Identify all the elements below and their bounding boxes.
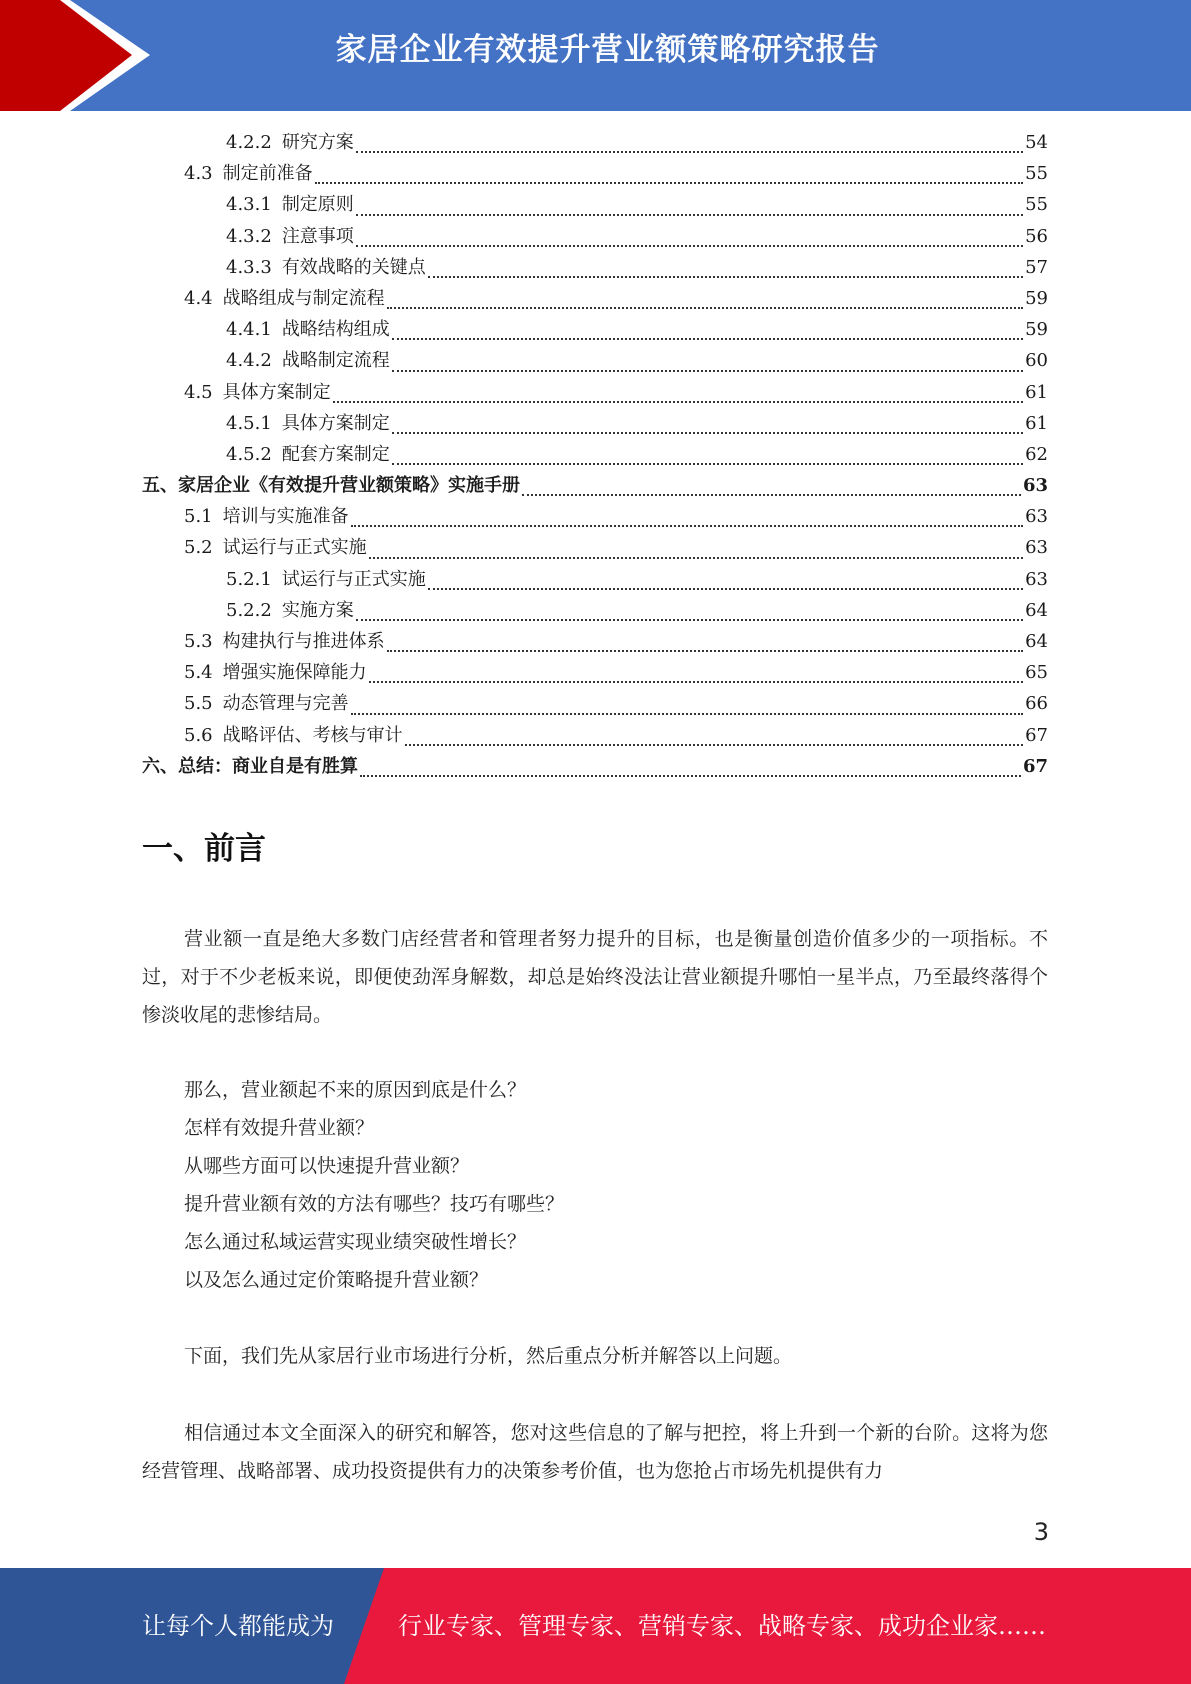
toc-leader-dots	[392, 338, 1023, 340]
toc-entry-number: 5.6	[184, 724, 213, 746]
table-of-contents	[142, 128, 1048, 783]
toc-leader-dots	[392, 463, 1023, 465]
toc-entry-page: 63	[1025, 568, 1048, 590]
toc-entry-title: 有效战略的关键点	[281, 256, 426, 278]
toc-entry[interactable]	[142, 253, 1048, 284]
toc-entry-title: 研究方案	[281, 132, 354, 153]
toc-entry-title: 具体方案制定	[222, 381, 331, 403]
toc-entry-title: 培训与实施准备	[222, 506, 349, 528]
toc-entry-number: 4.3.3	[226, 256, 272, 278]
toc-entry-title: 试运行与正式实施	[281, 568, 426, 590]
toc-entry-title: 动态管理与完善	[222, 693, 349, 715]
toc-leader-dots	[356, 214, 1023, 216]
toc-entry-title: 战略结构组成	[281, 319, 390, 341]
toc-entry-page: 59	[1025, 319, 1048, 341]
toc-entry-page: 59	[1025, 287, 1048, 309]
toc-entry-number: 4.5.1	[226, 412, 272, 434]
toc-entry-title: 战略制定流程	[281, 350, 390, 372]
toc-entry-number: 5.2	[184, 537, 213, 559]
intro-paragraph: 营业额一直是绝大多数门店经营者和管理者努力提升的目标，也是衡量创造价值多少的一项指标。不过，对于不少老板来说，即便使劲浑身解数，却总是始终没法让营业额提升哪怕一星半点，乃至最终落得个惨淡收尾的悲惨结局。	[142, 928, 1048, 1026]
toc-leader-dots	[356, 619, 1023, 621]
toc-entry-page: 61	[1025, 381, 1048, 403]
question-list	[142, 1071, 1048, 1299]
toc-entry-page: 63	[1022, 475, 1048, 497]
section-heading: 一、前言	[142, 831, 266, 867]
toc-entry[interactable]	[142, 159, 1048, 190]
toc-entry-number: 5.3	[184, 631, 213, 652]
toc-entry-page: 61	[1025, 412, 1048, 434]
page-number: 3	[1033, 1518, 1049, 1546]
toc-entry[interactable]	[142, 284, 1048, 315]
toc-entry-title: 战略评估、考核与审计	[222, 724, 403, 746]
toc-leader-dots	[351, 713, 1023, 715]
toc-entry[interactable]	[142, 565, 1048, 596]
toc-entry-number: 5.5	[184, 693, 213, 715]
toc-entry-page: 56	[1025, 225, 1048, 247]
toc-entry[interactable]	[142, 596, 1048, 627]
toc-leader-dots	[333, 401, 1023, 403]
toc-entry[interactable]	[142, 346, 1048, 377]
closing-paragraph: 相信通过本文全面深入的研究和解答，您对这些信息的了解与把控，将上升到一个新的台阶。这将为您经营管理、战略部署、成功投资提供有力的决策参考价值，也为您抢占市场先机提供有力	[142, 1422, 1048, 1482]
toc-entry[interactable]	[142, 721, 1048, 752]
toc-entry[interactable]	[142, 471, 1048, 502]
toc-entry[interactable]	[142, 315, 1048, 346]
toc-leader-dots	[387, 307, 1023, 309]
toc-entry[interactable]	[142, 752, 1048, 783]
toc-entry-title: 制定前准备	[222, 163, 313, 185]
question-item: 从哪些方面可以快速提升营业额？	[184, 1155, 470, 1177]
toc-leader-dots	[356, 151, 1023, 153]
toc-entry-title: 增强实施保障能力	[222, 662, 367, 684]
toc-entry-page: 54	[1025, 132, 1048, 153]
toc-leader-dots	[405, 744, 1023, 746]
toc-entry[interactable]	[142, 378, 1048, 409]
toc-entry-title: 六、总结：商业自是有胜算	[142, 755, 358, 777]
toc-entry[interactable]	[142, 190, 1048, 221]
footer-banner	[0, 1568, 1191, 1684]
footer-slogan-right: 行业专家、管理专家、营销专家、战略专家、成功企业家……	[398, 1612, 1046, 1640]
toc-entry-number: 4.3.1	[226, 194, 272, 216]
toc-entry-title: 试运行与正式实施	[222, 537, 367, 559]
footer-slogan-left: 让每个人都能成为	[142, 1612, 334, 1640]
toc-entry-page: 55	[1025, 194, 1048, 216]
toc-leader-dots	[387, 650, 1023, 652]
toc-leader-dots	[351, 525, 1023, 527]
toc-entry-page: 55	[1025, 163, 1048, 185]
document-title: 家居企业有效提升营业额策略研究报告	[335, 32, 880, 68]
header-banner	[0, 0, 1191, 111]
toc-entry-page: 63	[1025, 537, 1048, 559]
toc-leader-dots	[356, 245, 1023, 247]
toc-entry-number: 4.5	[184, 381, 213, 403]
toc-leader-dots	[369, 557, 1023, 559]
toc-entry-page: 66	[1025, 693, 1048, 715]
toc-entry-title: 五、家居企业《有效提升营业额策略》实施手册	[142, 475, 520, 497]
toc-entry-page: 60	[1025, 350, 1048, 372]
question-item: 那么，营业额起不来的原因到底是什么？	[184, 1079, 527, 1101]
toc-entry-title: 配套方案制定	[281, 443, 390, 465]
toc-leader-dots	[360, 775, 1021, 777]
toc-entry-page: 57	[1025, 256, 1048, 278]
toc-entry-number: 4.4.2	[226, 350, 272, 372]
toc-leader-dots	[428, 276, 1023, 278]
question-item: 怎样有效提升营业额？	[184, 1117, 375, 1139]
toc-entry-number: 4.4.1	[226, 319, 272, 341]
toc-leader-dots	[392, 370, 1023, 372]
toc-entry-title: 注意事项	[281, 225, 354, 247]
toc-entry-page: 65	[1025, 662, 1048, 684]
toc-entry-number: 4.3.2	[226, 225, 272, 247]
question-item: 提升营业额有效的方法有哪些？技巧有哪些？	[184, 1193, 565, 1215]
toc-entry[interactable]	[142, 128, 1048, 159]
toc-leader-dots	[428, 588, 1023, 590]
toc-entry[interactable]	[142, 409, 1048, 440]
toc-entry-title: 战略组成与制定流程	[222, 287, 385, 309]
toc-entry[interactable]	[142, 222, 1048, 253]
toc-entry-title: 构建执行与推进体系	[222, 631, 385, 652]
toc-entry[interactable]	[142, 502, 1048, 533]
toc-entry-number: 4.2.2	[226, 132, 272, 153]
toc-entry-page: 64	[1025, 631, 1048, 652]
toc-entry-title: 制定原则	[281, 194, 354, 216]
toc-entry[interactable]	[142, 440, 1048, 471]
toc-entry[interactable]	[142, 658, 1048, 689]
toc-leader-dots	[315, 182, 1023, 184]
toc-entry-page: 67	[1022, 755, 1048, 777]
toc-entry-number: 5.2.1	[226, 568, 272, 590]
toc-leader-dots	[522, 494, 1021, 496]
toc-leader-dots	[369, 681, 1023, 683]
toc-entry-number: 4.5.2	[226, 443, 272, 465]
toc-entry[interactable]	[142, 627, 1048, 658]
toc-entry-number: 4.4	[184, 287, 213, 309]
toc-entry-page: 62	[1025, 443, 1048, 465]
toc-entry-number: 4.3	[184, 163, 213, 185]
toc-entry[interactable]	[142, 689, 1048, 720]
transition-paragraph: 下面，我们先从家居行业市场进行分析，然后重点分析并解答以上问题。	[184, 1345, 793, 1367]
toc-entry[interactable]	[142, 533, 1048, 564]
toc-entry-page: 63	[1025, 506, 1048, 528]
question-item: 以及怎么通过定价策略提升营业额？	[184, 1269, 489, 1291]
question-item: 怎么通过私域运营实现业绩突破性增长？	[184, 1231, 527, 1253]
toc-entry-title: 实施方案	[281, 599, 354, 621]
toc-entry-number: 5.4	[184, 662, 213, 684]
toc-leader-dots	[392, 432, 1023, 434]
toc-entry-number: 5.1	[184, 506, 213, 528]
toc-entry-number: 5.2.2	[226, 599, 272, 621]
toc-entry-page: 67	[1025, 724, 1048, 746]
toc-entry-page: 64	[1025, 599, 1048, 621]
toc-entry-title: 具体方案制定	[281, 412, 390, 434]
